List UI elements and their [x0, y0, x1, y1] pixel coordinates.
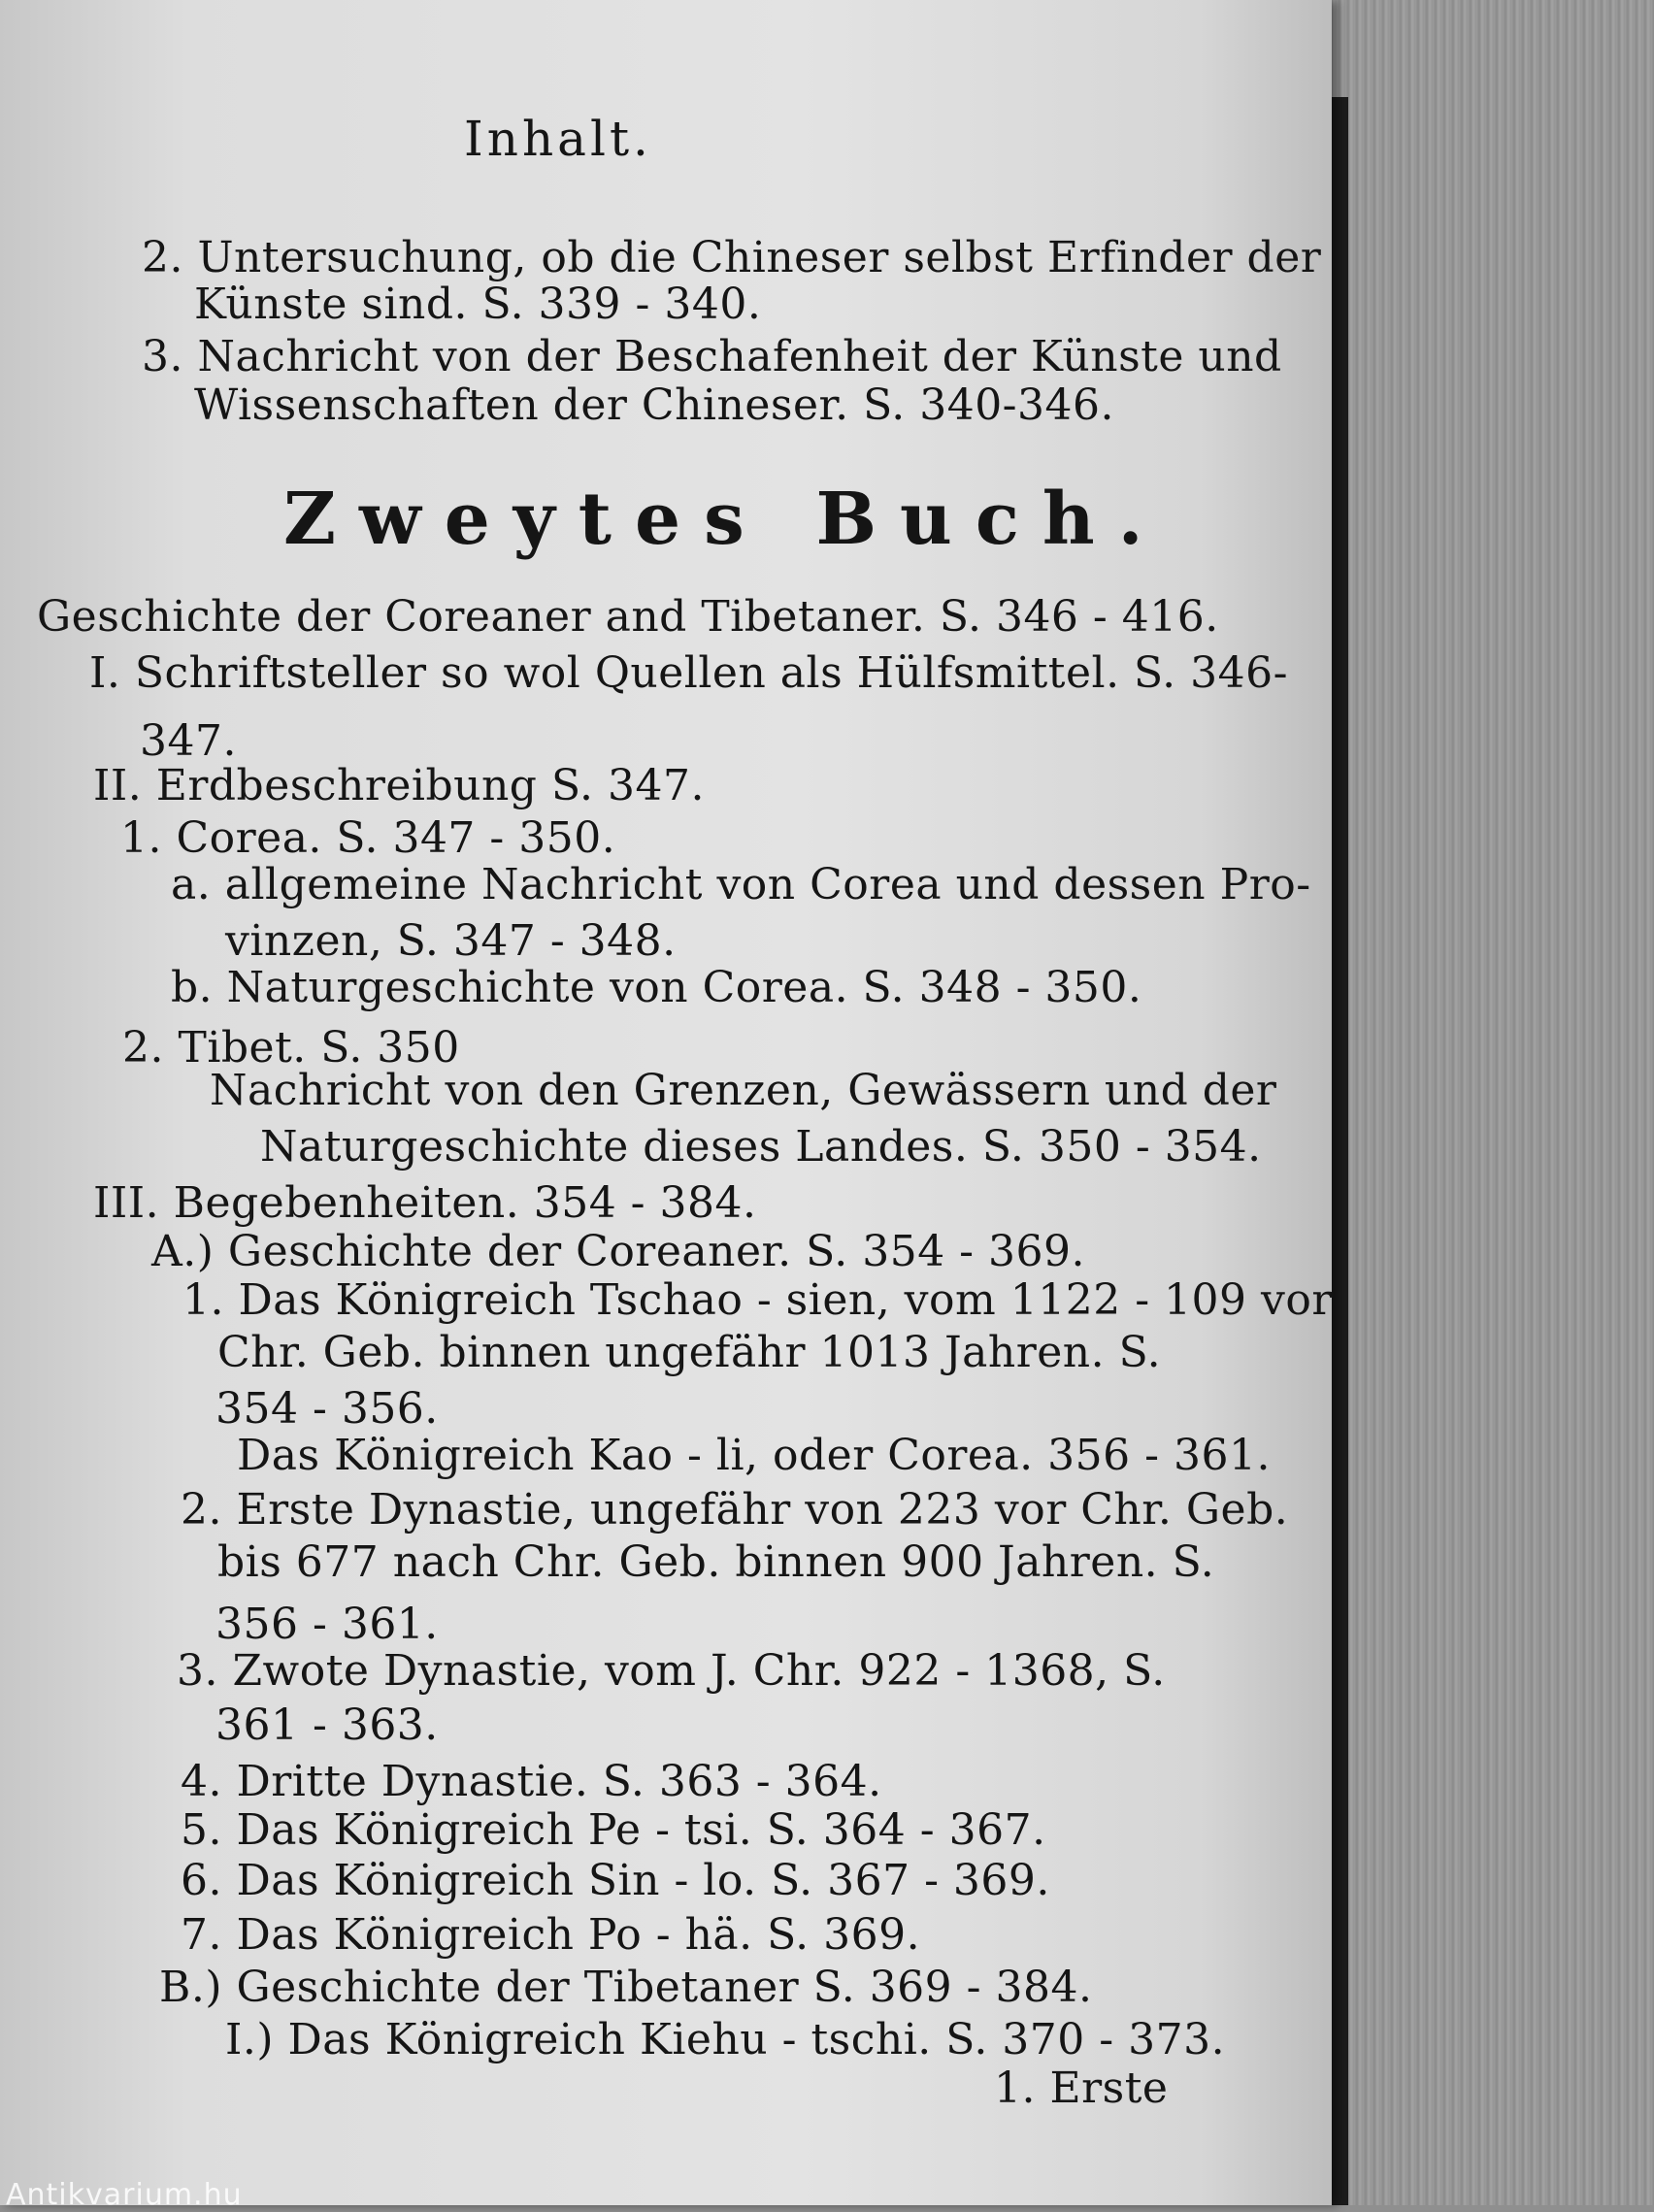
toc-line: Nachricht von den Grenzen, Gewässern und der	[210, 1066, 1277, 1115]
toc-line: Chr. Geb. binnen ungefähr 1013 Jahren. S.	[217, 1328, 1162, 1377]
toc-line: 7. Das Königreich Po - hä. S. 369.	[181, 1910, 921, 1960]
toc-line: 3. Zwote Dynastie, vom J. Chr. 922 - 1368, S.	[177, 1646, 1166, 1696]
chapter-title: Zweytes Buch.	[283, 478, 1167, 561]
toc-line: b. Naturgeschichte von Corea. S. 348 - 350.	[171, 963, 1142, 1012]
toc-line: Künste sind. S. 339 - 340.	[194, 280, 762, 329]
toc-line: I. Schriftsteller so wol Quellen als Hülfsmittel. S. 346-	[89, 648, 1288, 698]
toc-line: 347.	[140, 716, 237, 766]
toc-line: 2. Untersuchung, ob die Chineser selbst Erfinder der	[142, 233, 1322, 282]
watermark-text: Antikvarium.hu	[6, 2178, 243, 2212]
toc-line: vinzen, S. 347 - 348.	[225, 916, 677, 966]
toc-line: a. allgemeine Nachricht von Corea und dessen Pro-	[171, 860, 1311, 909]
toc-line: I.) Das Königreich Kiehu - tschi. S. 370 - 373.	[225, 2015, 1226, 2064]
toc-line: Naturgeschichte dieses Landes. S. 350 - 354.	[260, 1122, 1262, 1172]
toc-line: 3. Nachricht von der Beschafenheit der Künste und	[142, 332, 1282, 381]
toc-line: 354 - 356.	[215, 1384, 439, 1434]
toc-line: 2. Tibet. S. 350	[122, 1023, 460, 1073]
background-surface	[1310, 0, 1654, 2205]
toc-line: B.) Geschichte der Tibetaner S. 369 - 384.	[159, 1963, 1093, 2012]
toc-line: bis 677 nach Chr. Geb. binnen 900 Jahren. S.	[217, 1537, 1215, 1587]
toc-line: 4. Dritte Dynastie. S. 363 - 364.	[181, 1757, 882, 1806]
toc-line: 2. Erste Dynastie, ungefähr von 223 vor Chr. Geb.	[181, 1485, 1289, 1535]
toc-line: II. Erdbeschreibung S. 347.	[93, 761, 705, 810]
toc-line: 5. Das Königreich Pe - tsi. S. 364 - 367.	[181, 1805, 1046, 1855]
toc-line: 1. Das Königreich Tschao - sien, vom 1122 - 109 vor	[182, 1275, 1333, 1325]
toc-line: 356 - 361.	[215, 1600, 439, 1649]
page-header: Inhalt.	[464, 111, 652, 167]
toc-line: 361 - 363.	[215, 1700, 439, 1750]
catchword: 1. Erste	[994, 2063, 1169, 2113]
toc-line: III. Begebenheiten. 354 - 384.	[93, 1178, 757, 1228]
toc-line: Geschichte der Coreaner and Tibetaner. S. 346 - 416.	[37, 592, 1219, 642]
toc-line: Wissenschaften der Chineser. S. 340-346.	[194, 380, 1115, 430]
toc-line: A.) Geschichte der Coreaner. S. 354 - 369.	[151, 1227, 1085, 1276]
toc-line: 1. Corea. S. 347 - 350.	[120, 813, 616, 863]
toc-line: 6. Das Königreich Sin - lo. S. 367 - 369.	[181, 1856, 1050, 1905]
toc-line: Das Königreich Kao - li, oder Corea. 356 - 361.	[237, 1431, 1271, 1480]
